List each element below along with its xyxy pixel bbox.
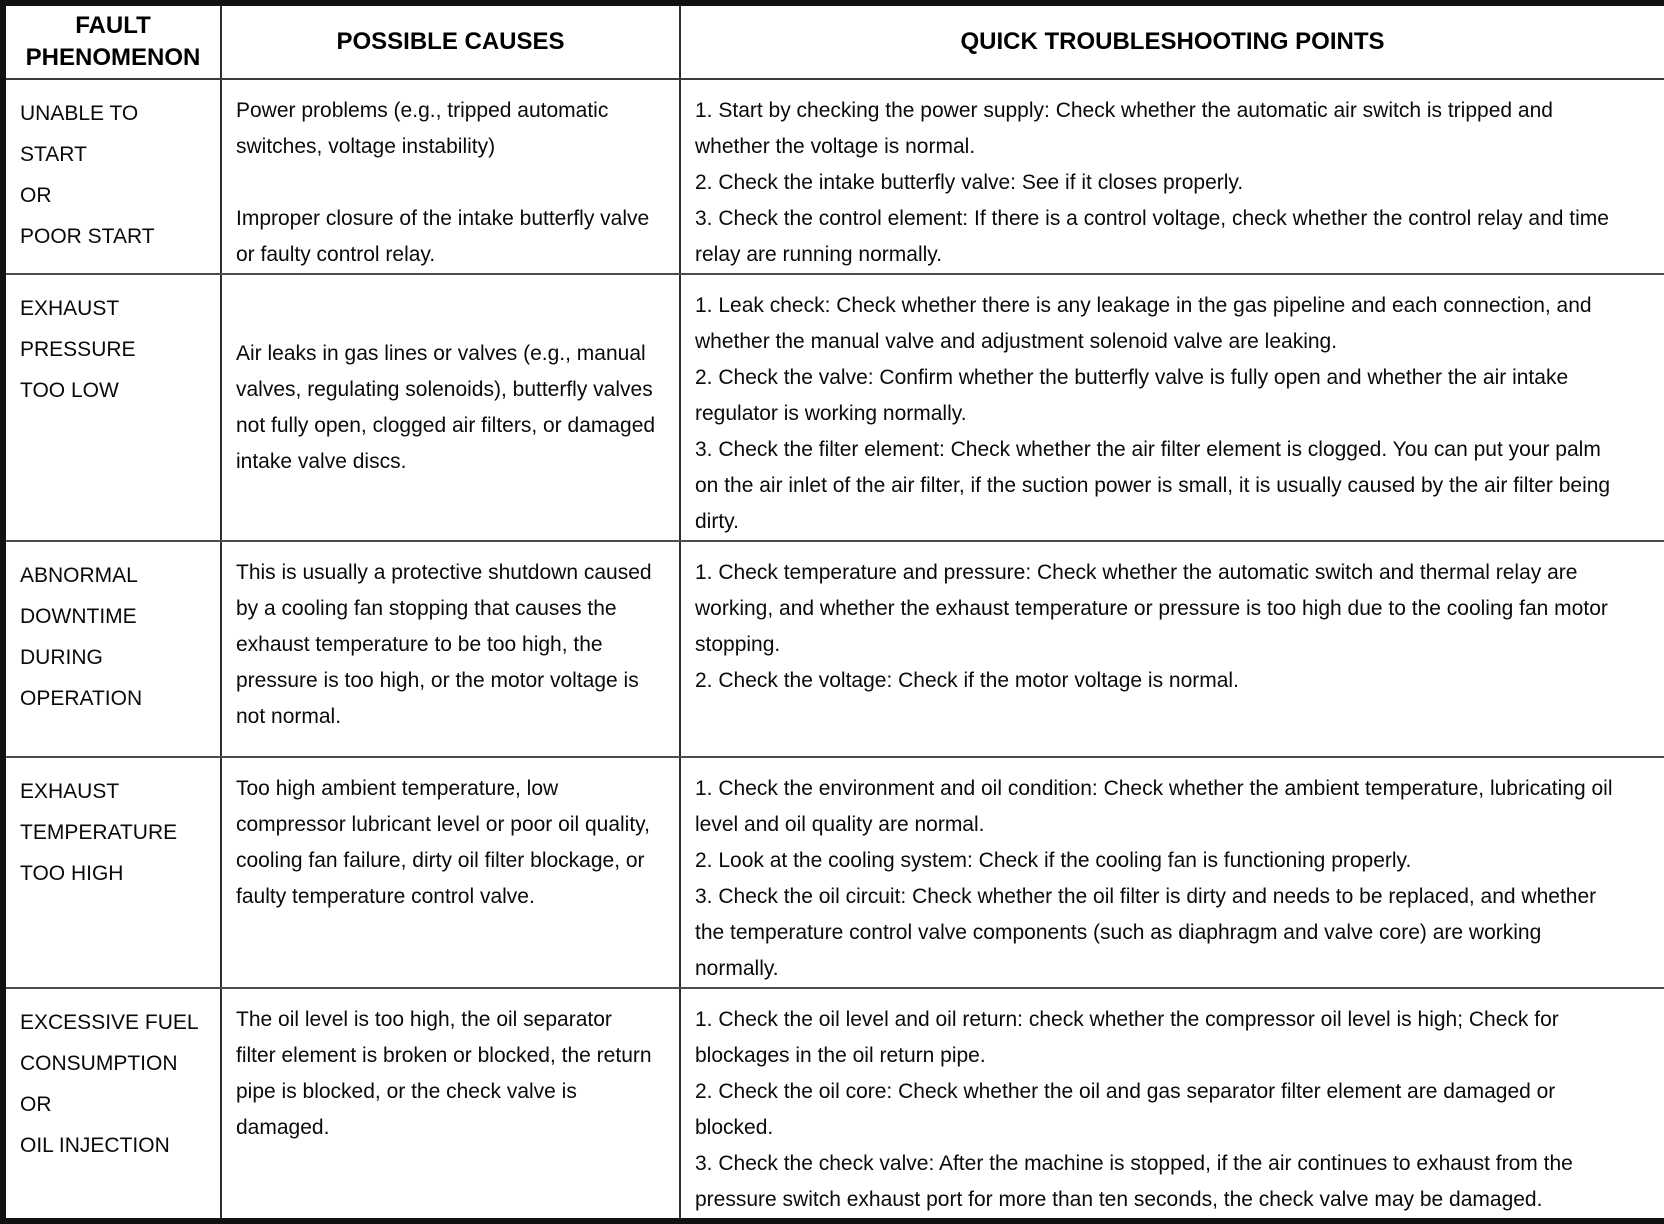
text-line: 1. Check temperature and pressure: Check whether the automatic switch and thermal relay are — [695, 561, 1578, 584]
cell-fault-phenomenon — [3, 757, 221, 988]
header-possible-causes: POSSIBLE CAUSES — [221, 3, 680, 79]
table-row — [3, 541, 1664, 757]
text-line: 2. Check the oil core: Check whether the oil and gas separator filter element are damaged or — [695, 1080, 1556, 1103]
cell-possible-causes — [221, 541, 680, 757]
text-line: OIL INJECTION — [20, 1134, 170, 1157]
text-line: Improper closure of the intake butterfly valve — [236, 207, 650, 230]
text-line: pressure is too high, or the motor voltage is — [236, 669, 639, 692]
text-line: EXHAUST — [20, 297, 120, 320]
cell-possible-causes — [221, 274, 680, 541]
text-line: or faulty control relay. — [236, 243, 436, 266]
text-line: EXCESSIVE FUEL — [20, 1011, 199, 1034]
text-line: 2. Check the voltage: Check if the motor voltage is normal. — [695, 669, 1239, 692]
text-line: 3. Check the check valve: After the machine is stopped, if the air continues to exhaust from the — [695, 1152, 1573, 1175]
text-line: TEMPERATURE — [20, 821, 178, 844]
cell-possible-causes — [221, 79, 680, 274]
text-line: faulty temperature control valve. — [236, 885, 535, 908]
text-line: damaged. — [236, 1116, 330, 1139]
text-line: OR — [20, 1093, 52, 1116]
table-row — [3, 757, 1664, 988]
text-line: exhaust temperature to be too high, the — [236, 633, 603, 656]
cell-troubleshooting-points — [680, 757, 1664, 988]
text-line: CONSUMPTION — [20, 1052, 178, 1075]
text-line: TOO LOW — [20, 379, 119, 402]
text-line: not normal. — [236, 705, 342, 728]
header-fault-phenomenon: FAULT PHENOMENON — [3, 3, 221, 79]
text-line: START — [20, 143, 87, 166]
cell-troubleshooting-points — [680, 988, 1664, 1221]
text-line: by a cooling fan stopping that causes the — [236, 597, 617, 620]
header-quick-troubleshooting-points: QUICK TROUBLESHOOTING POINTS — [680, 3, 1664, 79]
text-line: on the air inlet of the air filter, if the suction power is small, it is usually caused by the air filter being — [695, 474, 1611, 497]
text-line: whether the voltage is normal. — [695, 135, 976, 158]
text-line: Too high ambient temperature, low — [236, 777, 559, 800]
table-row — [3, 274, 1664, 541]
text-line: 1. Check the oil level and oil return: check whether the compressor oil level is high; Check for — [695, 1008, 1559, 1031]
text-line: relay are running normally. — [695, 243, 943, 266]
cell-possible-causes — [221, 757, 680, 988]
cell-fault-phenomenon — [3, 274, 221, 541]
text-line: 2. Look at the cooling system: Check if the cooling fan is functioning properly. — [695, 849, 1412, 872]
text-line: blockages in the oil return pipe. — [695, 1044, 986, 1067]
text-line: 3. Check the filter element: Check whether the air filter element is clogged. You can put your palm — [695, 438, 1601, 461]
text-line: 1. Leak check: Check whether there is any leakage in the gas pipeline and each connection, and — [695, 294, 1592, 317]
text-line: valves, regulating solenoids), butterfly valves — [236, 377, 653, 401]
cell-troubleshooting-points — [680, 79, 1664, 274]
text-line: cooling fan failure, dirty oil filter blockage, or — [236, 849, 645, 872]
text-line: OR — [20, 184, 52, 207]
text-line: 3. Check the oil circuit: Check whether the oil filter is dirty and needs to be replaced, and whether — [695, 885, 1597, 908]
cell-fault-phenomenon — [3, 988, 221, 1221]
text-line: 1. Check the environment and oil condition: Check whether the ambient temperature, lubricating oil — [695, 777, 1613, 800]
text-line: dirty. — [695, 510, 739, 533]
text-line: not fully open, clogged air filters, or damaged — [236, 413, 656, 437]
text-line — [236, 165, 671, 201]
text-line: 2. Check the intake butterfly valve: See if it closes properly. — [695, 171, 1244, 194]
text-line: This is usually a protective shutdown caused — [236, 561, 652, 584]
text-line: UNABLE TO — [20, 102, 139, 125]
text-line: TOO HIGH — [20, 862, 124, 885]
text-line: whether the manual valve and adjustment solenoid valve are leaking. — [695, 330, 1338, 353]
text-line: OPERATION — [20, 687, 143, 710]
text-line: stopping. — [695, 633, 781, 656]
cell-possible-causes — [221, 988, 680, 1221]
text-line: level and oil quality are normal. — [695, 813, 985, 836]
text-line: working, and whether the exhaust temperature or pressure is too high due to the cooling fan motor — [695, 597, 1608, 620]
cell-fault-phenomenon — [3, 79, 221, 274]
text-line: normally. — [695, 957, 779, 980]
text-line: compressor lubricant level or poor oil quality, — [236, 813, 650, 836]
table-row — [3, 988, 1664, 1221]
text-line: Air leaks in gas lines or valves (e.g., manual — [236, 341, 646, 365]
text-line: 3. Check the control element: If there is a control voltage, check whether the control relay and time — [695, 207, 1609, 230]
table-row — [3, 79, 1664, 274]
text-line: 2. Check the valve: Confirm whether the butterfly valve is fully open and whether the air intake — [695, 366, 1569, 389]
text-line: pipe is blocked, or the check valve is — [236, 1080, 577, 1103]
text-line: intake valve discs. — [236, 449, 407, 473]
cell-fault-phenomenon — [3, 541, 221, 757]
header-row — [3, 3, 1664, 79]
text-line: pressure switch exhaust port for more than ten seconds, the check valve may be damaged. — [695, 1188, 1543, 1211]
text-line: ABNORMAL — [20, 564, 138, 587]
text-line: blocked. — [695, 1116, 774, 1139]
text-line: The oil level is too high, the oil separator — [236, 1008, 612, 1031]
text-line: DOWNTIME — [20, 605, 137, 628]
text-line: Power problems (e.g., tripped automatic — [236, 99, 609, 122]
text-line: filter element is broken or blocked, the return — [236, 1044, 652, 1067]
cell-troubleshooting-points — [680, 274, 1664, 541]
text-line: EXHAUST — [20, 780, 120, 803]
text-line: regulator is working normally. — [695, 402, 967, 425]
cell-troubleshooting-points — [680, 541, 1664, 757]
text-line: the temperature control valve components (such as diaphragm and valve core) are working — [695, 921, 1542, 944]
text-line: 1. Start by checking the power supply: Check whether the automatic air switch is tripped and — [695, 99, 1553, 122]
text-line: PRESSURE — [20, 338, 136, 361]
text-line: DURING — [20, 646, 103, 669]
text-line: POOR START — [20, 225, 155, 248]
text-line: switches, voltage instability) — [236, 135, 496, 158]
